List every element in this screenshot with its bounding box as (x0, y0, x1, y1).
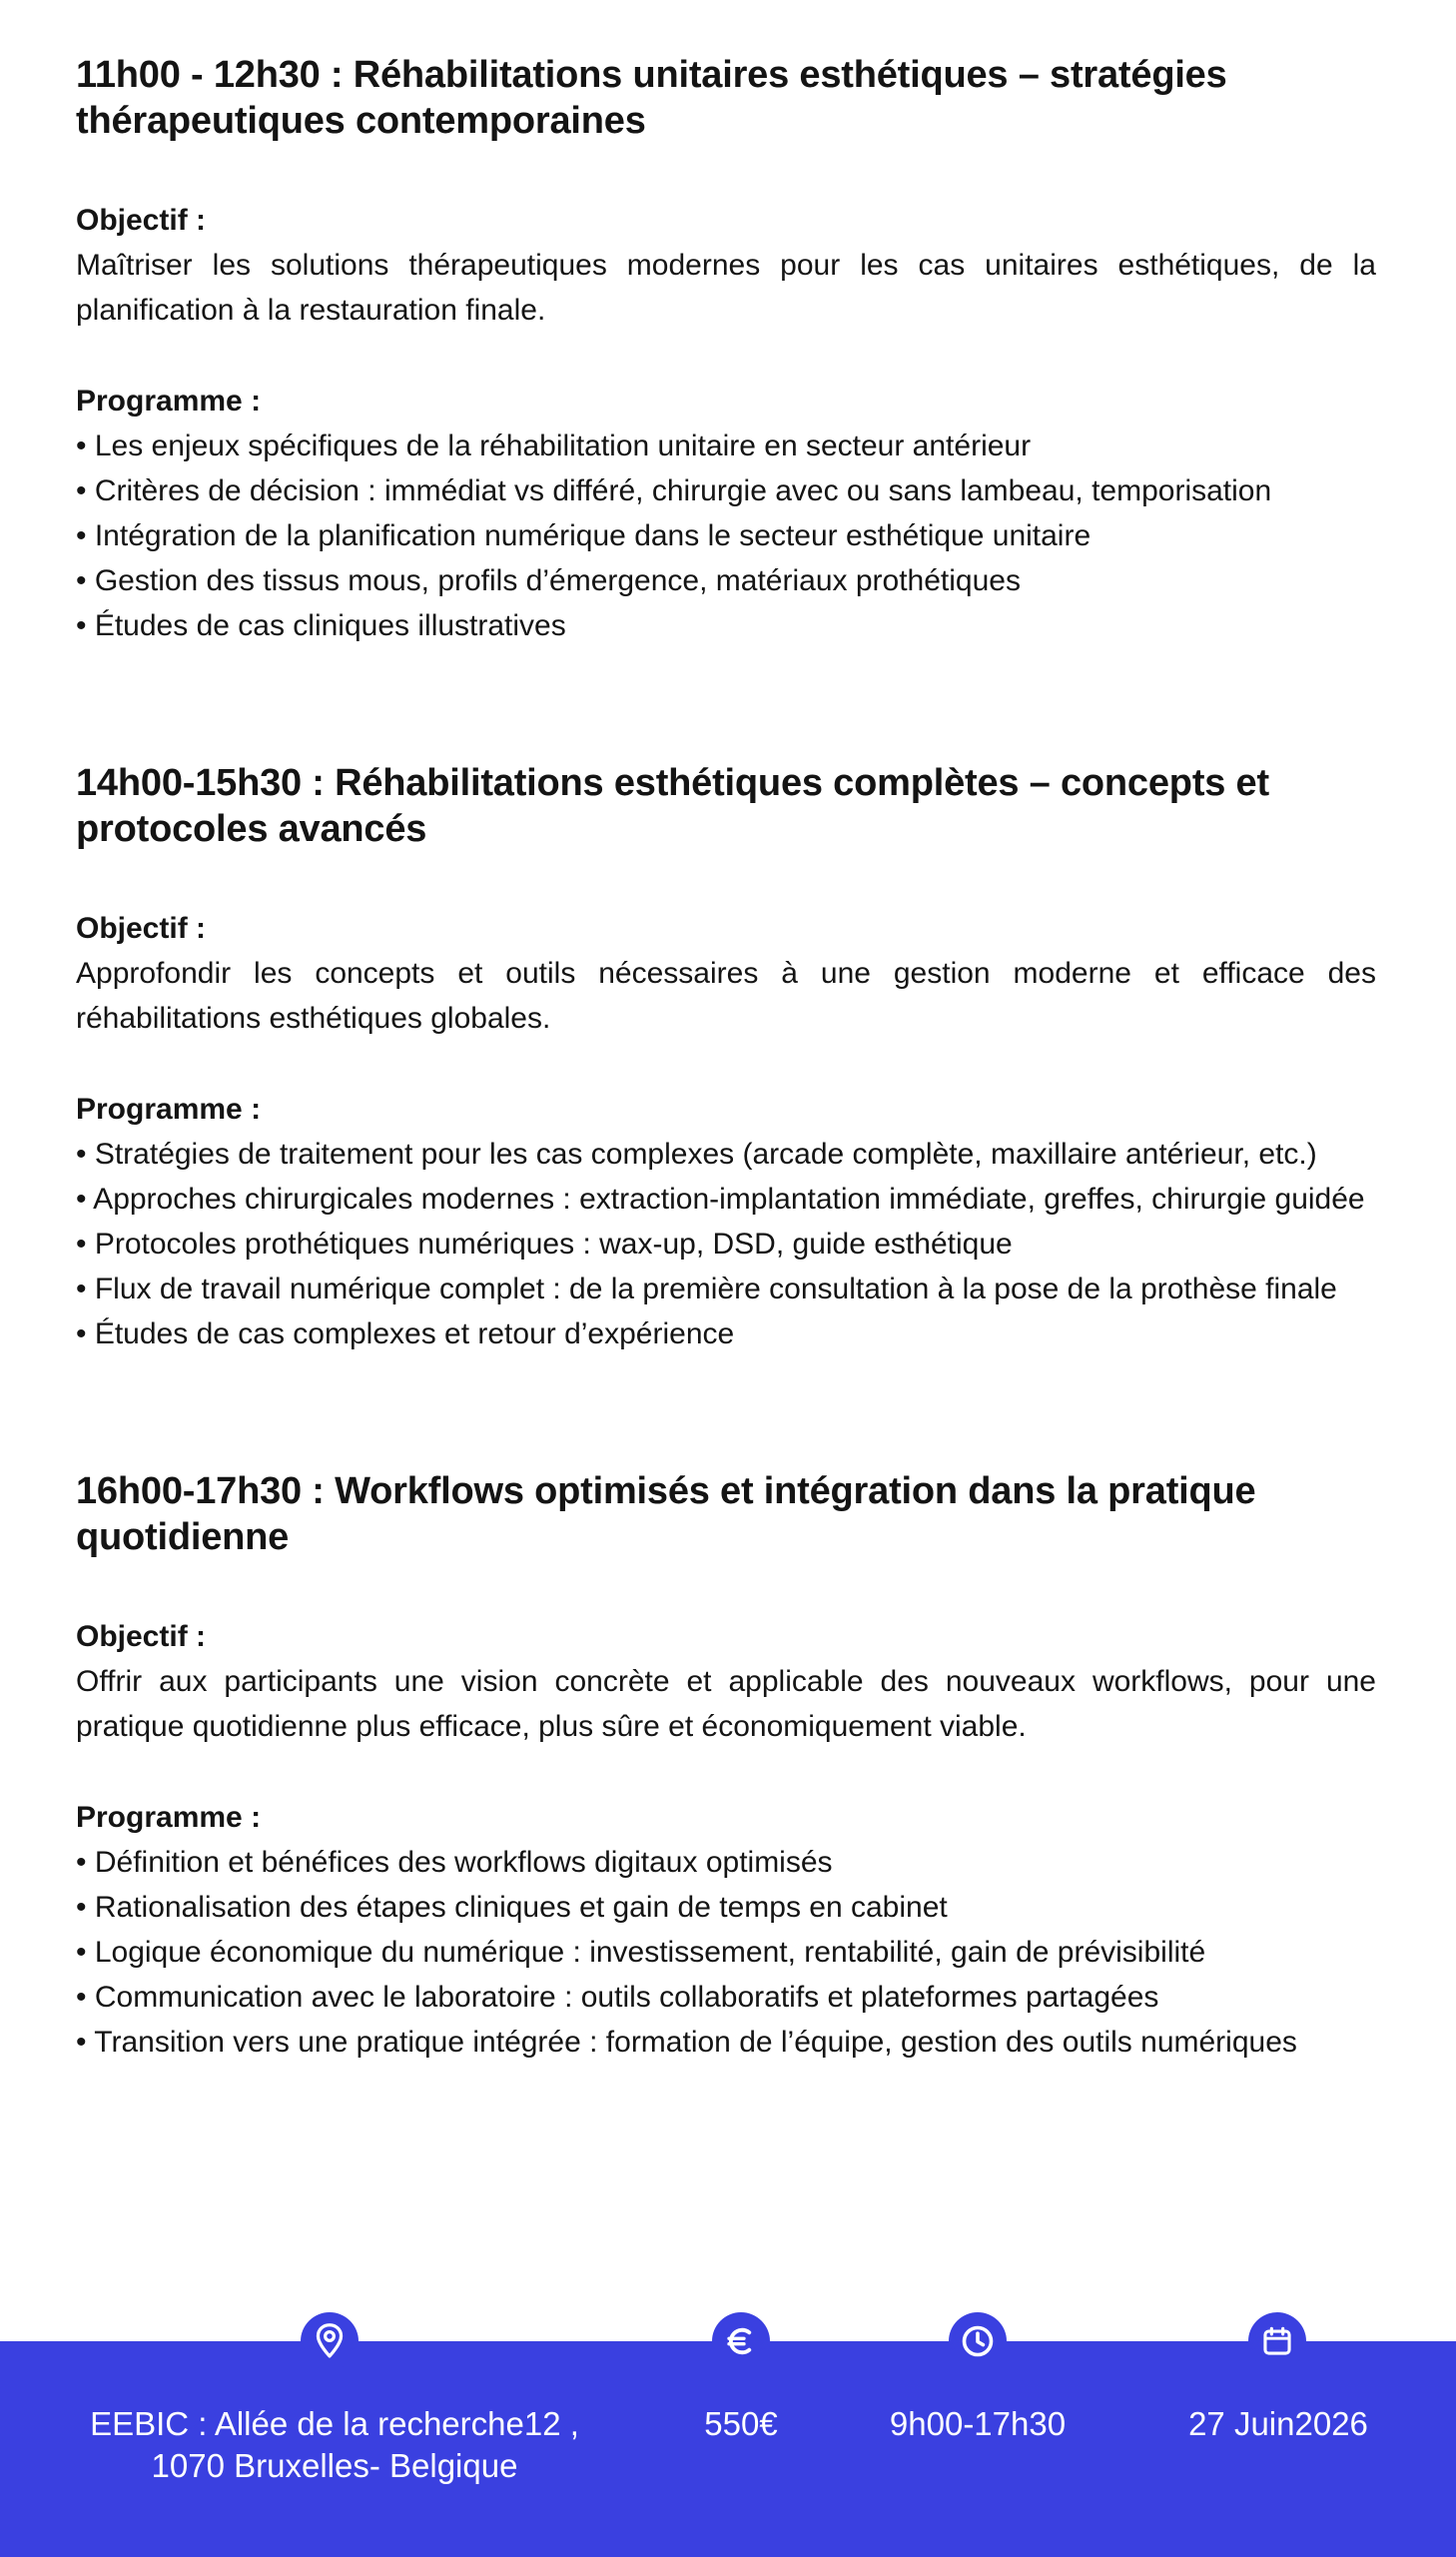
session-title: 11h00 - 12h30 : Réhabilitations unitaires esthétiques – stratégies thérapeutiques contemporaines (76, 54, 1227, 142)
list-item: • Communication avec le laboratoire : outils collaboratifs et plateformes partagées (76, 1981, 1159, 2014)
objective-label: Objectif : (76, 912, 207, 945)
info-footer (0, 2341, 1456, 2557)
location-line-1: EEBIC : Allée de la recherche12 , (90, 2405, 579, 2442)
list-item: • Définition et bénéfices des workflows digitaux optimisés (76, 1846, 833, 1879)
location-line-2: 1070 Bruxelles- Belgique (151, 2447, 518, 2484)
list-item: • Flux de travail numérique complet : de la première consultation à la pose de la prothèse finale (76, 1273, 1337, 1305)
list-item: • Protocoles prothétiques numériques : wax-up, DSD, guide esthétique (76, 1228, 1013, 1261)
programme-label: Programme : (76, 1093, 262, 1126)
programme-label: Programme : (76, 385, 262, 418)
session-2 (76, 760, 1376, 1356)
objective-text: Offrir aux participants une vision concrète et applicable des nouveaux workflows, pour une pratique quotidienne plus efficace, plus sûre et économiquement viable. (76, 1665, 1376, 1743)
euro-icon (712, 2312, 770, 2370)
programme-list (76, 1840, 1376, 2065)
calendar-icon (1248, 2312, 1306, 2370)
list-item: • Études de cas cliniques illustratives (76, 609, 566, 642)
objective-label: Objectif : (76, 1620, 207, 1653)
list-item: • Transition vers une pratique intégrée : formation de l’équipe, gestion des outils numériques (76, 2026, 1297, 2059)
objective-text: Approfondir les concepts et outils nécessaires à une gestion moderne et efficace des réhabilitations esthétiques globales. (76, 957, 1376, 1035)
objective-label: Objectif : (76, 204, 207, 237)
list-item: • Gestion des tissus mous, profils d’émergence, matériaux prothétiques (76, 564, 1021, 597)
list-item: • Rationalisation des étapes cliniques et gain de temps en cabinet (76, 1891, 948, 1924)
list-item: • Approches chirurgicales modernes : extraction-implantation immédiate, greffes, chirurgie guidée (76, 1183, 1365, 1216)
list-item: • Logique économique du numérique : investissement, rentabilité, gain de prévisibilité (76, 1936, 1206, 1969)
session-1 (76, 52, 1376, 648)
list-item: • Stratégies de traitement pour les cas complexes (arcade complète, maxillaire antérieur, etc.) (76, 1138, 1317, 1171)
session-3 (76, 1468, 1376, 2065)
session-title: 14h00-15h30 : Réhabilitations esthétiques complètes – concepts et protocoles avancés (76, 762, 1269, 850)
clock-icon (949, 2312, 1007, 2370)
price-text: 550€ (704, 2405, 778, 2442)
list-item: • Les enjeux spécifiques de la réhabilitation unitaire en secteur antérieur (76, 429, 1032, 462)
hours-text: 9h00-17h30 (889, 2405, 1067, 2442)
programme-list (76, 424, 1376, 648)
map-pin-icon (301, 2312, 359, 2370)
list-item: • Études de cas complexes et retour d’expérience (76, 1317, 735, 1350)
session-title: 16h00-17h30 : Workflows optimisés et intégration dans la pratique quotidienne (76, 1470, 1256, 1558)
objective-text: Maîtriser les solutions thérapeutiques modernes pour les cas unitaires esthétiques, de la planification à la restauration finale. (76, 249, 1376, 327)
list-item: • Intégration de la planification numérique dans le secteur esthétique unitaire (76, 519, 1092, 552)
list-item: • Critères de décision : immédiat vs différé, chirurgie avec ou sans lambeau, temporisation (76, 474, 1272, 507)
programme-list (76, 1132, 1376, 1356)
programme-label: Programme : (76, 1801, 262, 1834)
date-text: 27 Juin2026 (1188, 2405, 1368, 2442)
program-content (76, 52, 1376, 2176)
